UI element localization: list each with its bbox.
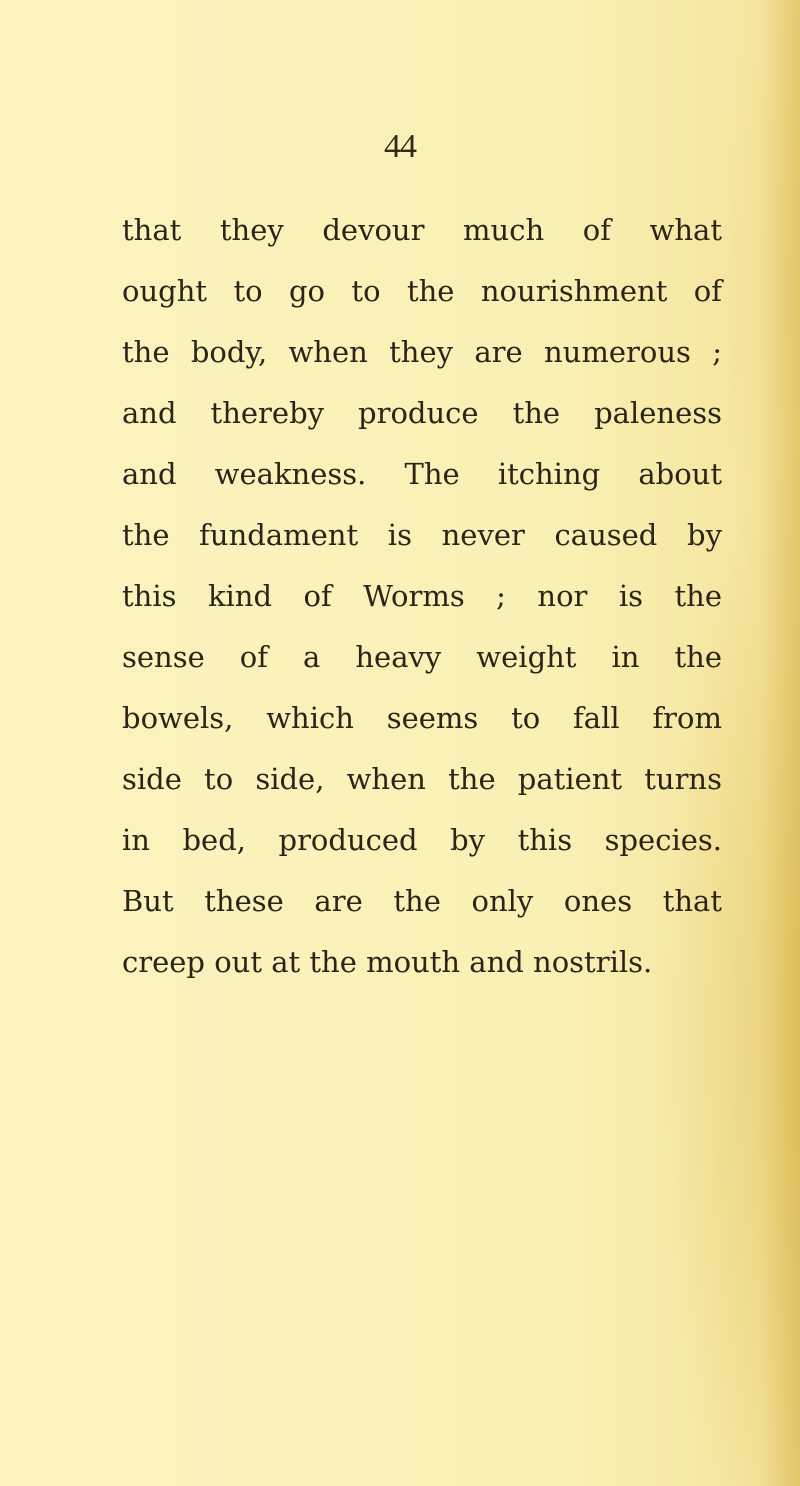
text-line: and thereby produce the paleness [122, 396, 722, 430]
text-line: the fundament is never caused by [122, 518, 722, 552]
text-line: ought to go to the nourishment of [122, 274, 722, 308]
text-line: bowels, which seems to fall from [122, 701, 722, 735]
text-line: in bed, produced by this species. [122, 823, 722, 857]
text-line: this kind of Worms ; nor is the [122, 579, 722, 613]
body-text [122, 200, 722, 993]
text-line: sense of a heavy weight in the [122, 640, 722, 674]
text-line: and weakness. The itching about [122, 457, 722, 491]
text-line: that they devour much of what [122, 213, 722, 247]
text-line: creep out at the mouth and nostrils. [122, 945, 653, 979]
text-line: the body, when they are numerous ; [122, 335, 722, 369]
text-line: But these are the only ones that [122, 884, 722, 918]
page-number: 44 [384, 128, 416, 165]
text-line: side to side, when the patient turns [122, 762, 722, 796]
page-edge-shading [760, 0, 800, 1486]
